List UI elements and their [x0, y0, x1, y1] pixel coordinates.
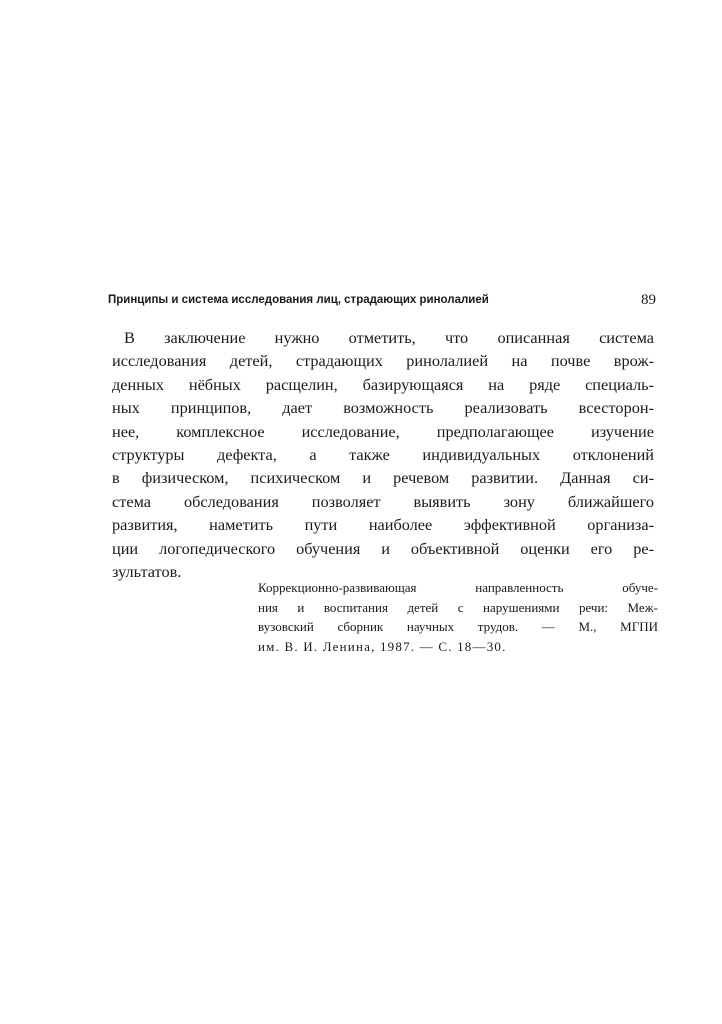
body-line: развития, наметить пути наиболее эффективной организа-	[112, 515, 654, 535]
body-line: в физическом, психическом и речевом развитии. Данная си-	[112, 468, 654, 488]
citation-line: ния и воспитания детей с нарушениями речи: Меж-	[258, 599, 658, 615]
body-line: В заключение нужно отметить, что описанная система	[124, 328, 654, 347]
body-line: ции логопедического обучения и объективной оценки его ре-	[112, 538, 654, 558]
running-title: Принципы и система исследования лиц, страдающих ринолалией	[108, 294, 489, 306]
running-header	[108, 291, 656, 311]
body-line: зультатов.	[112, 561, 182, 581]
citation-line: им. В. И. Ленина, 1987. — С. 18—30.	[258, 638, 507, 654]
page-number: 89	[641, 292, 656, 308]
citation-line: вузовский сборник научных трудов. — М., МГПИ	[258, 619, 658, 634]
body-line: ных принципов, дает возможность реализовать всесторон-	[112, 398, 654, 418]
body-line: структуры дефекта, а также индивидуальных отклонений	[112, 444, 654, 464]
body-line: денных нёбных расщелин, базирующаяся на ряде специаль-	[112, 374, 654, 394]
citation-line: Коррекционно-развивающая направленность обуче-	[258, 580, 658, 595]
body-line: стема обследования позволяет выявить зону ближайшего	[112, 491, 654, 511]
source-citation	[258, 578, 658, 656]
body-line: исследования детей, страдающих ринолалией на почве врож-	[112, 351, 654, 371]
body-line: нее, комплексное исследование, предполагающее изучение	[112, 421, 654, 441]
body-paragraph	[112, 326, 654, 583]
